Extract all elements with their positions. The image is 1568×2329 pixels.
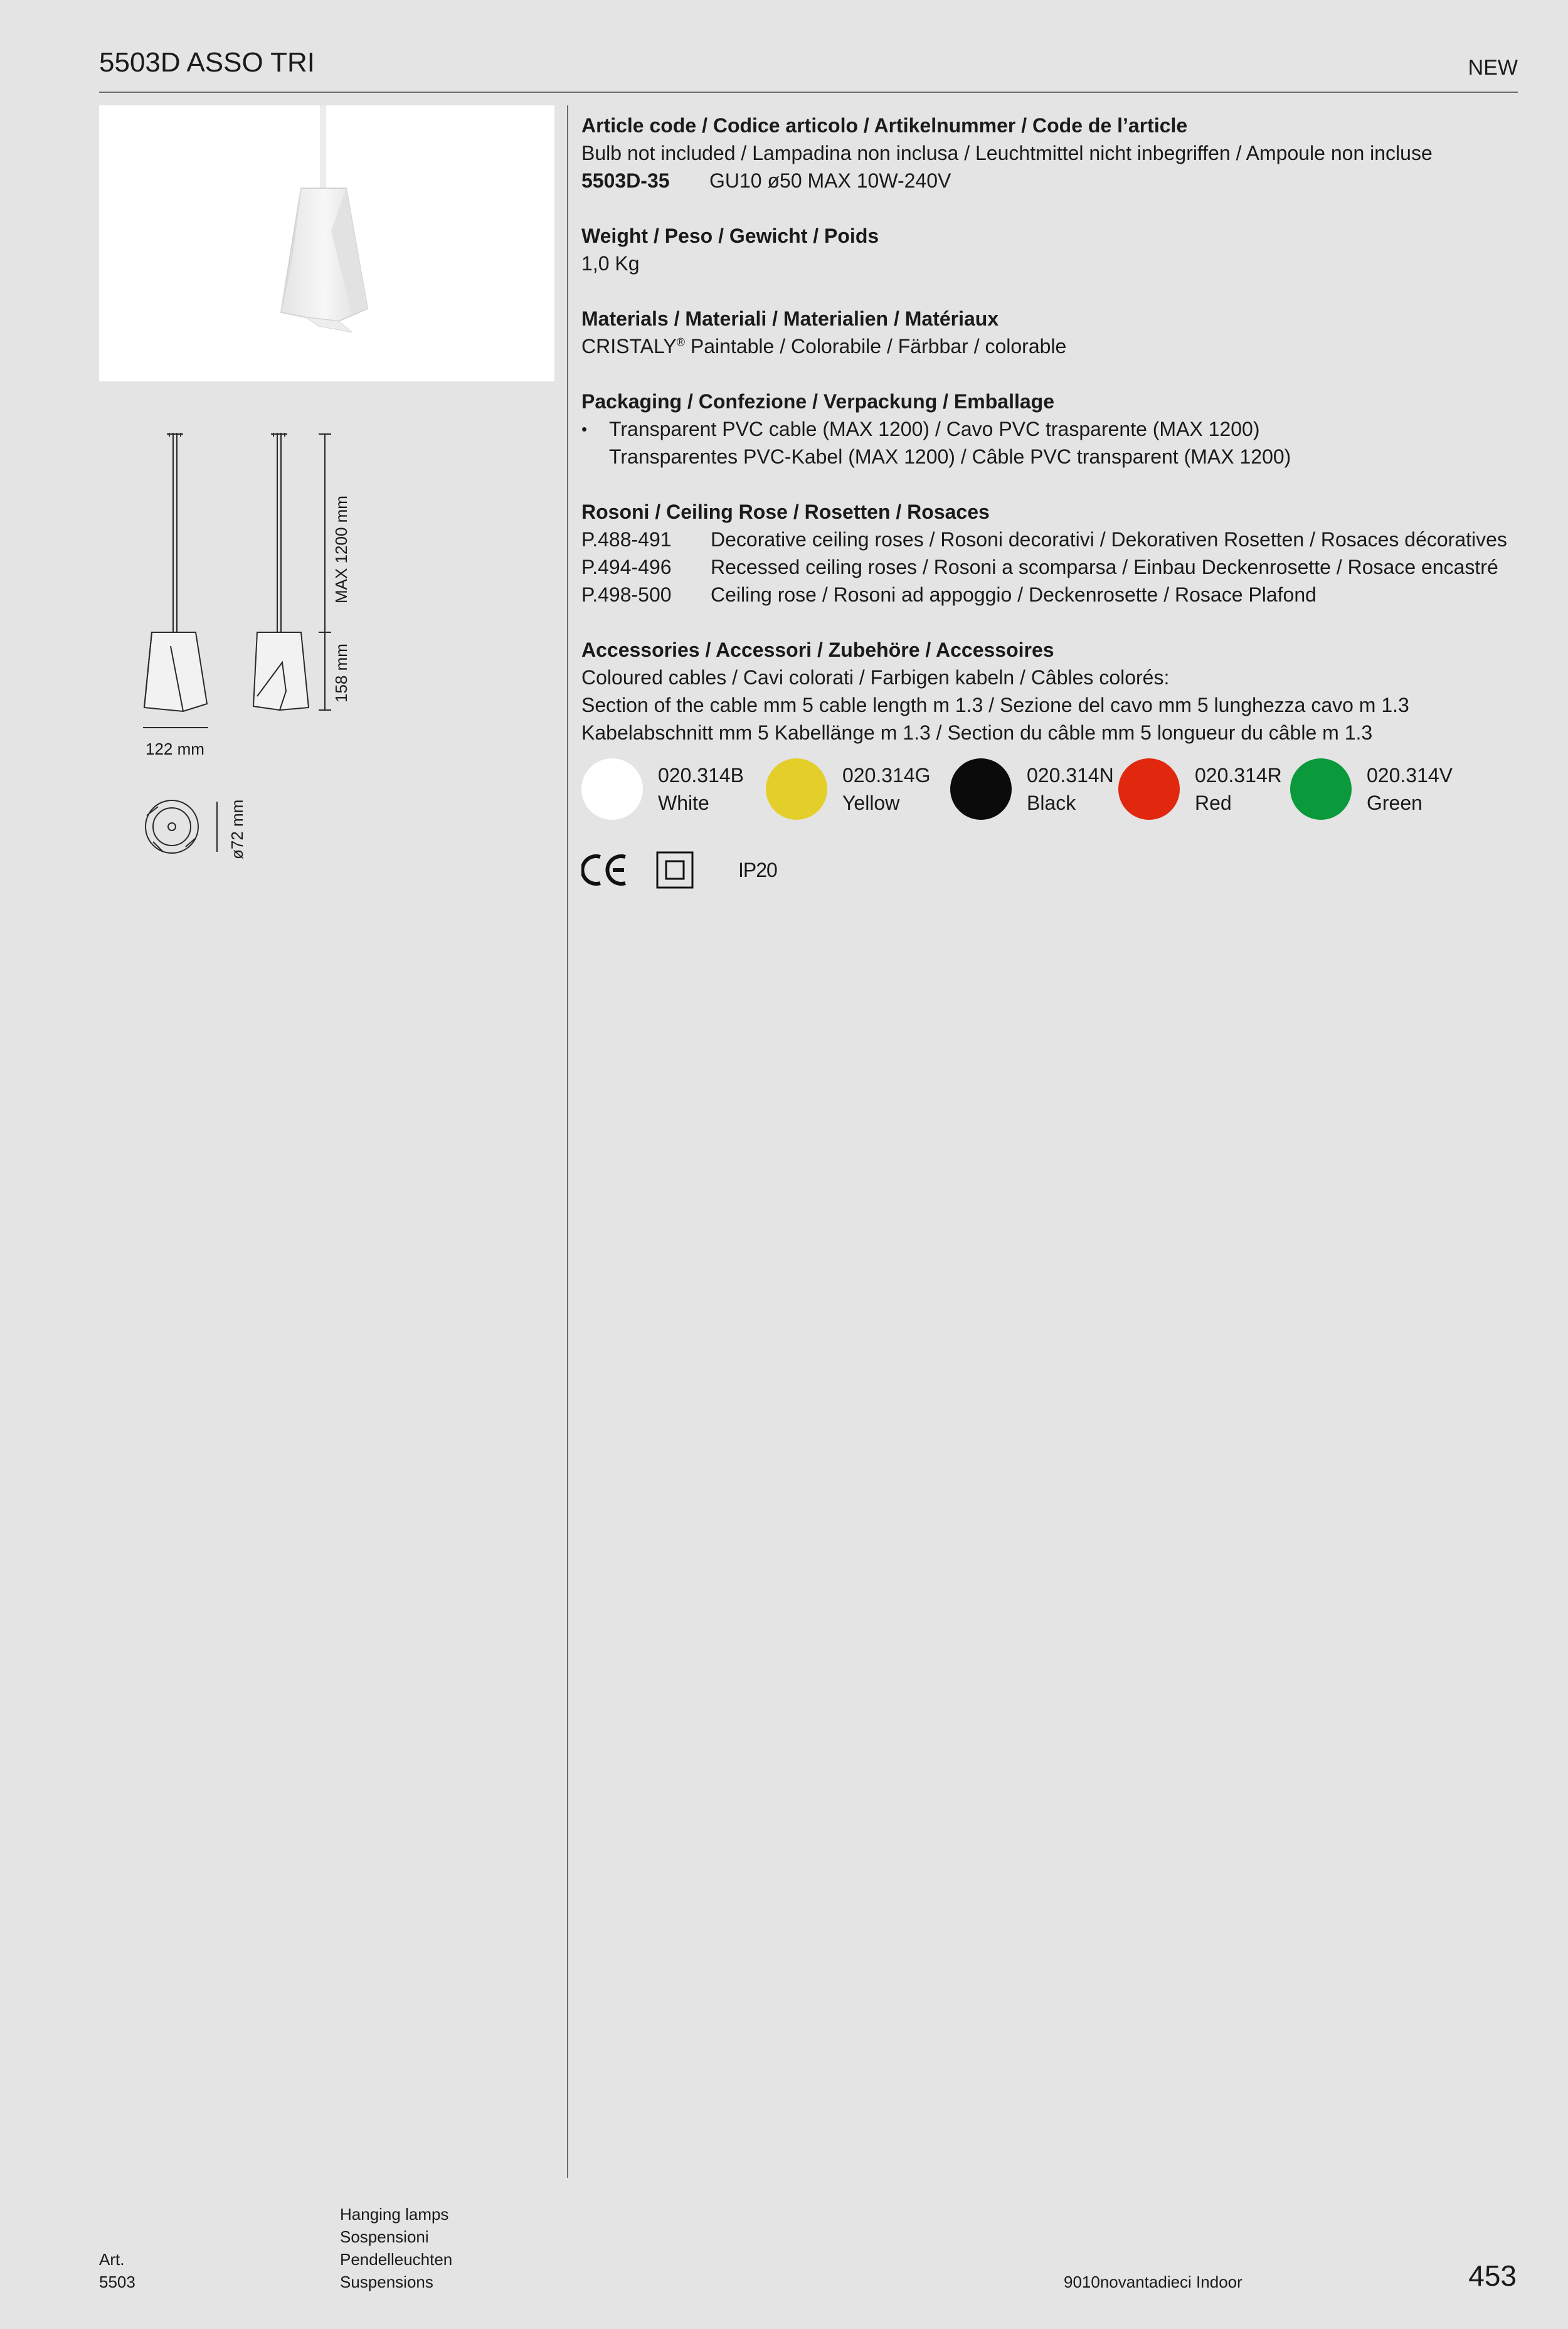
materials-heading: Materials / Materiali / Materialien / Matériaux <box>581 307 999 330</box>
swatch-green <box>1290 756 1475 822</box>
swatch-name: Red <box>1195 792 1232 814</box>
art-number: 5503 <box>99 2273 135 2291</box>
weight-block <box>581 222 1535 277</box>
rosoni-row <box>581 526 1535 553</box>
rosoni-heading: Rosoni / Ceiling Rose / Rosetten / Rosaces <box>581 501 990 523</box>
cable-length-label: MAX 1200 mm <box>332 496 351 603</box>
packaging-line-2: Transparentes PVC-Kabel (MAX 1200) / Câble PVC transparent (MAX 1200) <box>609 445 1291 468</box>
materials-text: Paintable / Colorabile / Färbbar / colorable <box>685 335 1067 358</box>
packaging-block <box>581 388 1535 470</box>
ip-rating: IP20 <box>738 859 777 881</box>
rosoni-block <box>581 498 1535 608</box>
rosoni-row <box>581 553 1535 581</box>
weight-value: 1,0 Kg <box>581 252 640 275</box>
swatch-red <box>1118 756 1290 822</box>
category-item: Pendelleuchten <box>340 2250 453 2269</box>
swatch-yellow <box>766 756 950 822</box>
page-title: 5503D ASSO TRI <box>99 47 315 78</box>
article-heading: Article code / Codice articolo / Artikelnummer / Code de l’article <box>581 114 1188 137</box>
rosoni-page: P.494-496 <box>581 556 672 578</box>
swatch-name: Black <box>1027 792 1076 814</box>
category-list <box>340 2203 452 2293</box>
swatch-name: Green <box>1367 792 1422 814</box>
page-number: 453 <box>1468 2259 1517 2292</box>
packaging-line-1: Transparent PVC cable (MAX 1200) / Cavo PVC trasparente (MAX 1200) <box>609 418 1260 440</box>
materials-brand: CRISTALY <box>581 335 677 358</box>
swatch-name: White <box>658 792 709 814</box>
category-item: Sospensioni <box>340 2227 429 2246</box>
article-spec: GU10 ø50 MAX 10W-240V <box>709 169 951 192</box>
article-row <box>581 167 1535 194</box>
height-dimension-label: 158 mm <box>332 644 351 703</box>
bullet: • <box>581 420 588 438</box>
color-circle-red <box>1118 758 1180 820</box>
packaging-heading: Packaging / Confezione / Verpackung / Emballage <box>581 390 1054 413</box>
bulb-note: Bulb not included / Lampadina non inclusa / Leuchtmittel nicht inbegriffen / Ampoule non incluse <box>581 142 1433 164</box>
ce-mark-icon <box>581 852 630 888</box>
category-item: Hanging lamps <box>340 2205 449 2224</box>
accessories-heading: Accessories / Accessori / Zubehöre / Accessoires <box>581 639 1054 661</box>
color-circle-black <box>950 758 1012 820</box>
double-insulation-icon <box>655 851 694 889</box>
lamp-photo-illustration <box>99 105 554 381</box>
swatch-code: 020.314G <box>842 764 931 787</box>
swatch-name: Yellow <box>842 792 900 814</box>
rosoni-row <box>581 581 1535 608</box>
color-circle-yellow <box>766 758 827 820</box>
swatch-code: 020.314R <box>1195 764 1282 787</box>
weight-heading: Weight / Peso / Gewicht / Poids <box>581 225 879 247</box>
materials-value <box>581 332 1535 360</box>
swatch-black <box>950 756 1118 822</box>
brand-footer: 9010novantadieci Indoor <box>1064 2273 1242 2291</box>
article-code: 5503D-35 <box>581 169 670 192</box>
swatch-code: 020.314B <box>658 764 744 787</box>
swatch-white <box>581 756 766 822</box>
width-dimension-label: 122 mm <box>146 740 204 758</box>
accessories-block <box>581 636 1535 892</box>
article-number <box>99 2248 135 2293</box>
color-circle-green <box>1290 758 1352 820</box>
rosoni-text: Decorative ceiling roses / Rosoni decorativi / Dekorativen Rosetten / Rosaces décoratives <box>711 528 1507 551</box>
certifications <box>581 848 1535 892</box>
article-block <box>581 112 1535 194</box>
swatch-code: 020.314N <box>1027 764 1114 787</box>
accessories-line-3: Kabelabschnitt mm 5 Kabellänge m 1.3 / Section du câble mm 5 longueur du câble m 1.3 <box>581 721 1373 744</box>
color-circle-white <box>581 758 643 820</box>
dimension-drawing <box>125 433 351 859</box>
art-label: Art. <box>99 2250 125 2269</box>
new-badge: NEW <box>1468 56 1518 80</box>
rosoni-page: P.498-500 <box>581 583 672 606</box>
spec-column <box>581 112 1535 892</box>
accessories-line-2: Section of the cable mm 5 cable length m 1.3 / Sezione del cavo mm 5 lunghezza cavo m 1.3 <box>581 694 1409 716</box>
column-divider <box>567 105 568 2178</box>
registered-mark: ® <box>676 336 685 349</box>
header-divider <box>99 92 1518 93</box>
accessories-line-1: Coloured cables / Cavi colorati / Farbigen kabeln / Câbles colorés: <box>581 666 1170 689</box>
rosoni-text: Recessed ceiling roses / Rosoni a scomparsa / Einbau Deckenrosette / Rosace encastré <box>711 556 1498 578</box>
category-item: Suspensions <box>340 2273 433 2291</box>
packaging-item <box>581 415 1535 470</box>
swatch-code: 020.314V <box>1367 764 1453 787</box>
rosoni-page: P.488-491 <box>581 528 672 551</box>
rosoni-text: Ceiling rose / Rosoni ad appoggio / Deckenrosette / Rosace Plafond <box>711 583 1316 606</box>
color-swatches <box>581 756 1535 822</box>
diameter-label: ø72 mm <box>228 799 246 859</box>
product-photo <box>99 105 554 381</box>
materials-block <box>581 305 1535 360</box>
